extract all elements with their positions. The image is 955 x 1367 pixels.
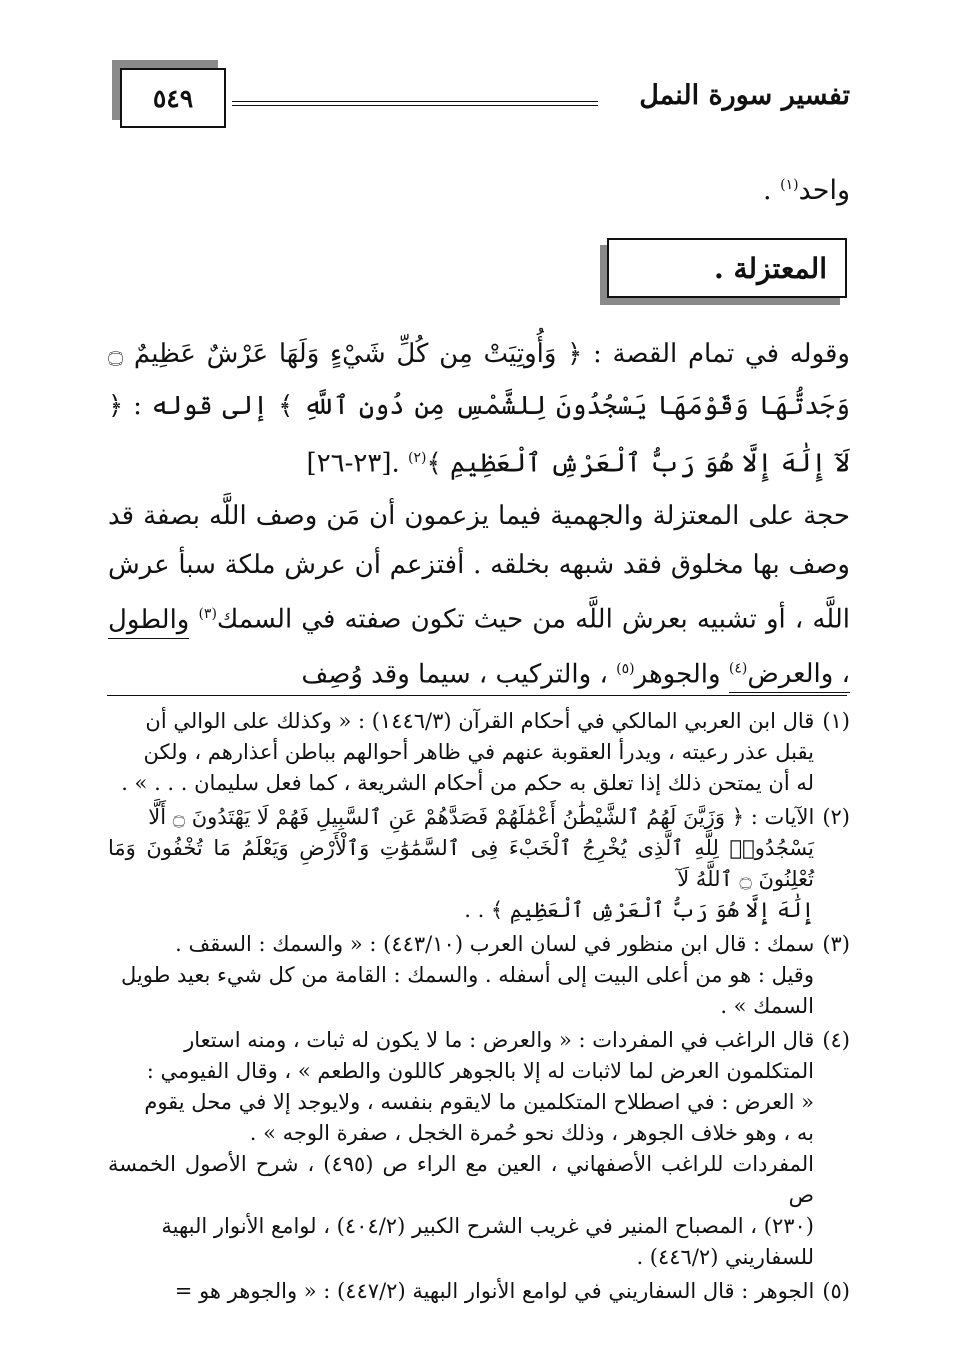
footnote-ref-3[interactable]: (٣) [198,606,217,622]
footnote-3 [108,929,850,1022]
footnote-divider [107,695,847,696]
quran-verse-2: ﴿ لَآ إِلَٰهَ إِلَّا هُوَ رَبُّ ٱلْعَرْشِ ٱلْعَظِيمِ ﴾ [108,391,850,479]
section-heading [607,238,847,298]
footnote-line: المفردات للراغب الأصفهاني ، العين مع الراء ص (٤٩٥) ، شرح الأصول الخمسة ص [108,1152,814,1207]
footnote-line: الجوهر : قال السفاريني في لوامع الأنوار البهية (٤٤٧/٢) : « والجوهر هو = [174,1279,815,1303]
section-heading-text: المعتزلة . [714,251,827,285]
footnote-4 [108,1025,850,1273]
page-header [120,58,850,138]
footnote-number: (٣) [822,932,850,956]
footnote-5 [108,1276,850,1307]
intro-line [108,175,850,206]
running-title: تفسير سورة النمل [639,80,850,111]
page-number: ٥٤٩ [120,68,226,128]
footnote-line: إِلَٰهَ إِلَّا هُوَ رَبُّ ٱلْعَرْشِ ٱلْعَظِيمِ ﴾ . . [464,898,814,922]
footnote-ref-4[interactable]: (٤) [728,660,748,677]
footnote-number: (٥) [822,1279,850,1303]
footnote-ref-2[interactable]: (٢) [408,450,427,466]
footnote-line: قال ابن العربي المالكي في أحكام القرآن (١٤٤٦/٣) : « وكذلك على الوالي أن [145,709,815,733]
footnote-line: المتكلمون العرض لما لاثبات له إلا بالجوهر كاللون والطعم » ، وقال الفيومي : [146,1059,814,1083]
footnote-number: (٤) [822,1028,850,1052]
footnote-ref-1[interactable]: (١) [780,177,799,193]
footnote-number: (١) [822,709,850,733]
main-text-1: حجة على المعتزلة والجهمية فيما يزعمون أن مَن وصف اللَّه بصفة قد وصف بها مخلوق فقد شبهه بخلقه . أفتزعم أن عرش ملكة سبأ عرش اللَّه ، أو تشبيه بعرش اللَّه من حيث تكون صفته في السمك [108,501,851,635]
main-paragraph [108,492,850,699]
footnotes [108,706,850,1310]
intro-text: واحد [798,175,850,206]
quran-verse-1: ﴿ وَأُوتِيَتْ مِن كُلِّ شَيْءٍ وَلَهَا عَرْشٌ عَظِيمٌ ۝ وَجَدتُّهَا وَقَوْمَهَا يَسْجُدُونَ لِلشَّمْسِ مِن دُونِ ٱللَّهِ ﴾ [108,339,850,421]
footnote-line: له أن يمتحن ذلك إذا تعلق به حكم من أحكام الشريعة ، كما فعل سليمان . . . » . [121,771,814,795]
footnote-line: سمك : قال ابن منظور في لسان العرب (٤٤٣/١٠) : « والسمك : السقف . [175,932,815,956]
footnote-line: وقيل : هو من أعلى البيت إلى أسفله . والسمك : القامة من كل شيء بعيد طويل [120,963,814,987]
footnote-line: به ، وهو خلاف الجوهر ، وذلك نحو حُمرة الخجل ، صفرة الوجه » . [249,1121,814,1145]
footnote-number: (٢) [822,805,850,829]
main-text-4: ، والتركيب ، سيما وقد وُصِف [301,659,608,690]
footnote-line: للسفاريني (٤٤٦/٢) . [636,1245,814,1269]
footnote-line: السمك » . [720,994,814,1018]
footnote-line: يَسْجُدُوا۟ لِلَّهِ ٱلَّذِى يُخْرِجُ ٱلْخَبْءَ فِى ٱلسَّمَٰوَٰتِ وَٱلْأَرْضِ وَيَعْلَمُ مَا تُخْفُونَ وَمَا تُعْلِنُونَ ۝ ٱللَّهُ لَآ [108,836,814,891]
quran-lead: وقوله في تمام القصة : [593,339,850,369]
quran-middle: إلى قوله : [133,391,269,421]
intro-period: . [762,175,781,206]
quran-paragraph [108,328,850,490]
footnote-line: (٢٣٠) ، المصباح المنير في غريب الشرح الكبير (٤٠٤/٢) ، لوامع الأنوار البهية [161,1214,814,1238]
footnote-2 [108,802,850,926]
footnote-ref-5[interactable]: (٥) [616,660,635,677]
main-text-2-words: والطول ، والعرض [108,604,850,690]
verse-reference: .[٢٣-٢٦] [306,448,400,479]
footnote-line: الآيات : ﴿ وَزَيَّنَ لَهُمُ ٱلشَّيْطَٰنُ أَعْمَٰلَهُمْ فَصَدَّهُمْ عَنِ ٱلسَّبِيلِ فَهُمْ لَا يَهْتَدُونَ ۝ أَلَّا [148,805,815,829]
footnote-1 [108,706,850,799]
main-text-3: والجوهر [634,659,721,690]
footnote-line: « العرض : في اصطلاح المتكلمين ما لايقوم بنفسه ، ولايوجد إلا في محل يقوم [144,1090,814,1114]
header-rule [232,101,598,106]
footnote-line: قال الراغب في المفردات : « والعرض : ما لا يكون له ثبات ، ومنه استعار [184,1028,815,1052]
footnote-line: يقبل عذر رعيته ، ويدرأ العقوبة عنهم في ظاهر أحوالهم بباطن أعذارهم ، ولكن [143,740,814,764]
